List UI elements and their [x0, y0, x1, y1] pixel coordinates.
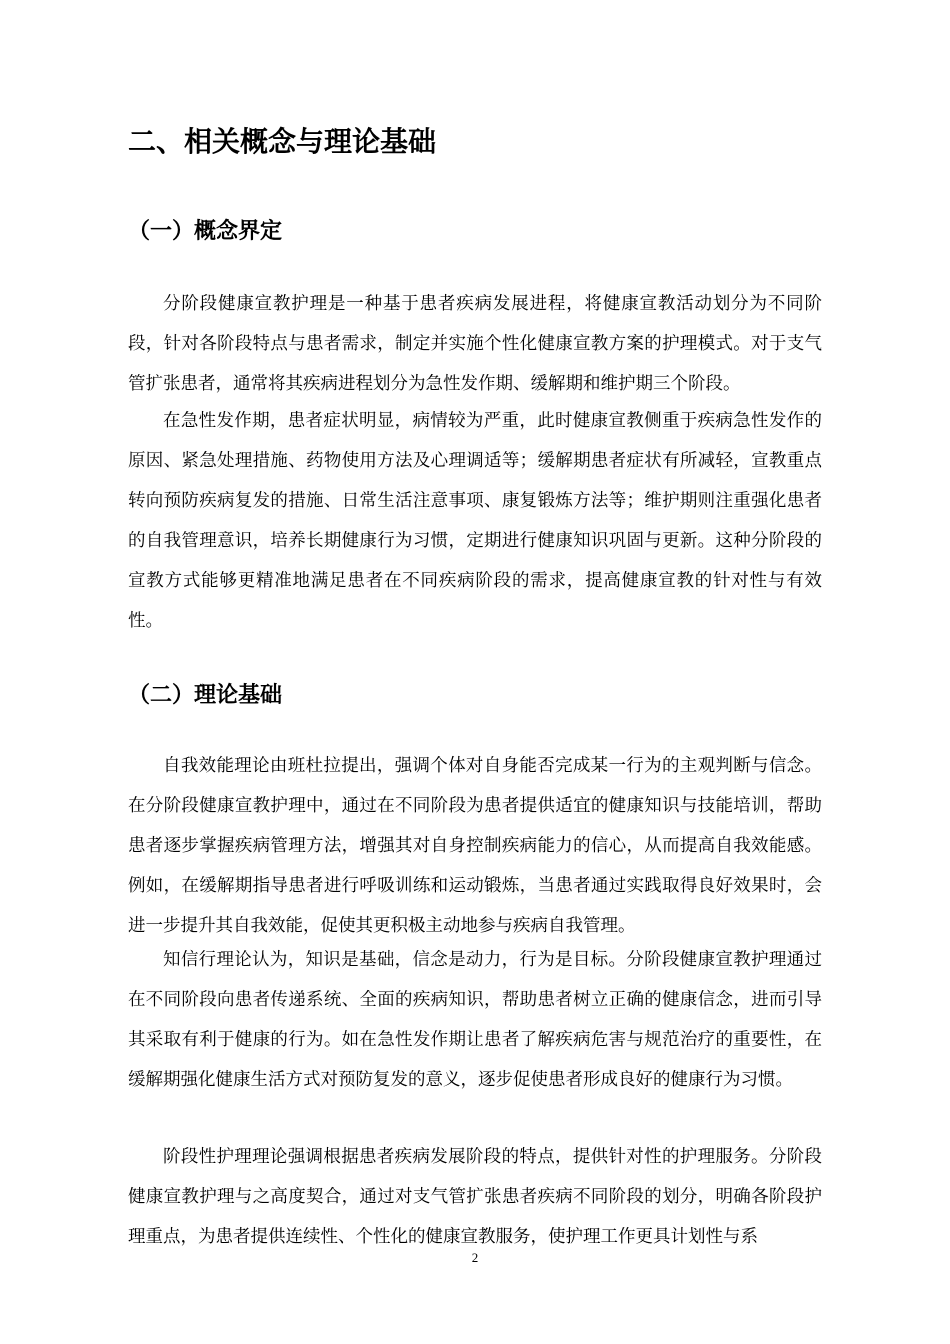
- paragraph: 在急性发作期，患者症状明显，病情较为严重，此时健康宣教侧重于疾病急性发作的原因、紧急处理措施、药物使用方法及心理调适等；缓解期患者症状有所减轻，宣教重点转向预防疾病复发的措施、日常生活注意事项、康复锻炼方法等；维护期则注重强化患者的自我管理意识，培养长期健康行为习惯，定期进行健康知识巩固与更新。这种分阶段的宣教方式能够更精准地满足患者在不同疾病阶段的需求，提高健康宣教的针对性与有效性。: [128, 411, 822, 631]
- paragraph: 分阶段健康宣教护理是一种基于患者疾病发展进程，将健康宣教活动划分为不同阶段，针对各阶段特点与患者需求，制定并实施个性化健康宣教方案的护理模式。对于支气管扩张患者，通常将其疾病进程划分为急性发作期、缓解期和维护期三个阶段。: [128, 294, 822, 394]
- paragraph: 知信行理论认为，知识是基础，信念是动力，行为是目标。分阶段健康宣教护理通过在不同阶段向患者传递系统、全面的疾病知识，帮助患者树立正确的健康信念，进而引导其采取有利于健康的行为。如在急性发作期让患者了解疾病危害与规范治疗的重要性，在缓解期强化健康生活方式对预防复发的意义，逐步促使患者形成良好的健康行为习惯。: [128, 950, 822, 1090]
- section-title-concepts: （一）概念界定: [128, 219, 283, 244]
- page-number: 2: [471, 1250, 479, 1265]
- paragraph: 自我效能理论由班杜拉提出，强调个体对自身能否完成某一行为的主观判断与信念。在分阶段健康宣教护理中，通过在不同阶段为患者提供适宜的健康知识与技能培训，帮助患者逐步掌握疾病管理方法，增强其对自身控制疾病能力的信心，从而提高自我效能感。例如，在缓解期指导患者进行呼吸训练和运动锻炼，当患者通过实践取得良好效果时，会进一步提升其自我效能，促使其更积极主动地参与疾病自我管理。: [128, 756, 822, 936]
- section-title-theory: （二）理论基础: [128, 683, 283, 708]
- paragraph: 阶段性护理理论强调根据患者疾病发展阶段的特点，提供针对性的护理服务。分阶段健康宣教护理与之高度契合，通过对支气管扩张患者疾病不同阶段的划分，明确各阶段护理重点，为患者提供连续性、个性化的健康宣教服务，使护理工作更具计划性与系: [128, 1147, 822, 1247]
- chapter-heading: 二、相关概念与理论基础: [128, 125, 437, 158]
